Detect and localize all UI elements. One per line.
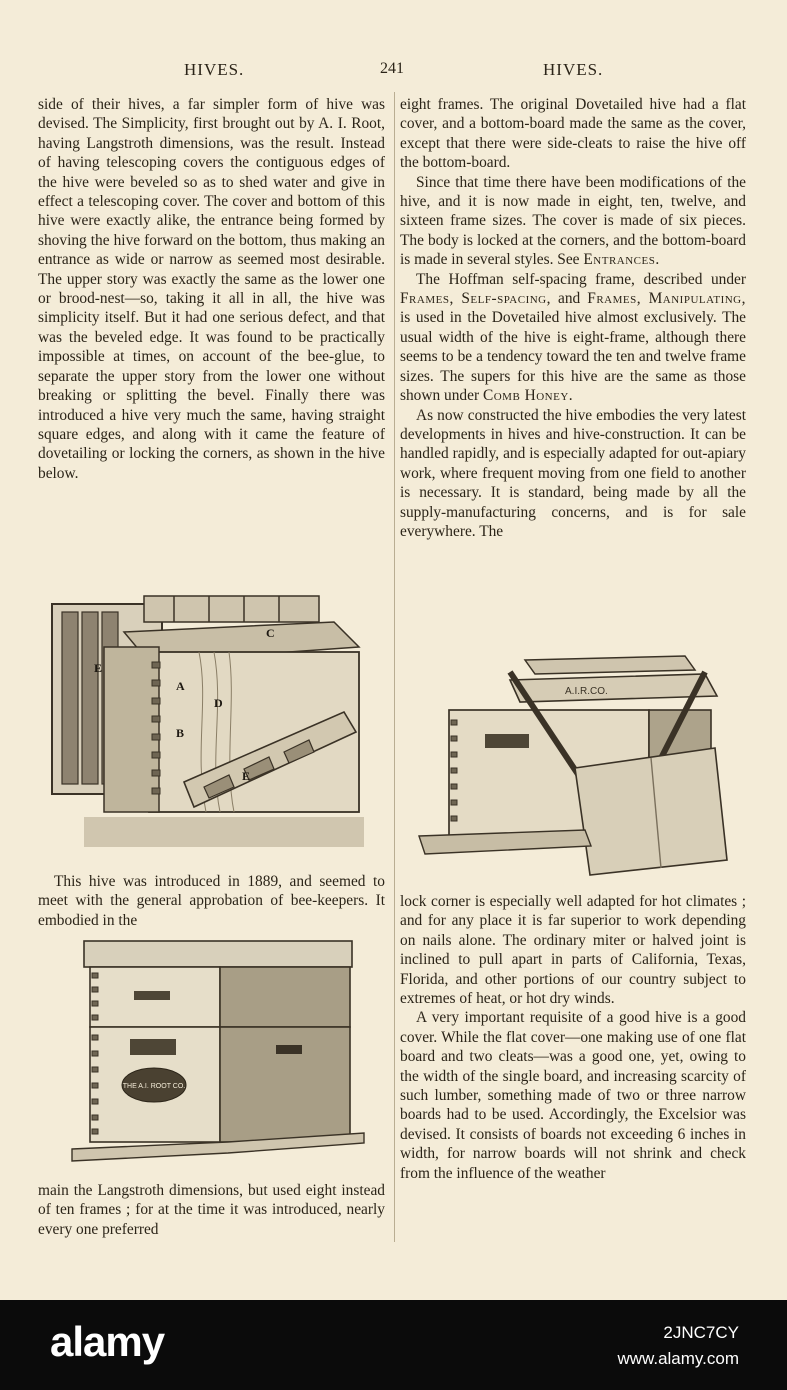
right-paragraph-5: lock corner is especially well adapted for hot climates ; and for any place it is far superior to work depending on nails alone. The ordinary miter or halved joint is inclined to pull apart in parts of California, Texas, Florida, and other portions of our country subject to extremes of heat, or hot dry winds. bbox=[400, 893, 746, 1008]
header-title-left: HIVES. bbox=[184, 60, 245, 79]
running-header bbox=[0, 60, 787, 84]
left-paragraph-1: side of their hives, a far simpler form of hive was devised. The Simplicity, first brought out by A. I. Root, having Langstroth dimensions, was the result. Instead of having telescoping covers the contiguous edges of the hive were beveled so as to shed water and give in effect a telescoping cover. The cover and bottom of this hive were exactly alike, the entrance being formed by shoving the hive forward on the bottom, thus making an entrance as wide or narrow as seemed most desirable. The upper story was exactly the same as the lower one or brood-nest—so, taking it all in all, the hive was simplicity itself. But it had one serious defect, and that was the beveled edge. It was found to be practically impossible at times, on account of the bee-glue, to separate the upper story from the lower one without breaking or splitting the bevel. Finally there was introduced a hive very much the same, having straight square edges, and along with it came the feature of dovetailing or locking the corners, as shown in the hive below. bbox=[38, 96, 385, 482]
right-column-top bbox=[400, 95, 746, 541]
right-paragraph-3-c: is used in the Dovetailed hive almost exclusively. The usual width of the hive is eight-frame, although there seems to be a tendency toward the ten and twelve frame sizes. The supers for this hive are the same as those shown under bbox=[400, 309, 746, 405]
left-column-middle bbox=[38, 872, 385, 930]
alamy-url: www.alamy.com bbox=[617, 1349, 739, 1368]
fig1-label-e-1: E bbox=[94, 661, 103, 675]
left-paragraph-3: main the Langstroth dimensions, but used eight instead of ten frames ; for at the time it was introduced, nearly every one preferred bbox=[38, 1182, 385, 1238]
cross-ref-frames-self-spacing: Frames, Self-spacing, bbox=[400, 290, 551, 308]
fig1-label-d: D bbox=[214, 696, 223, 710]
fig3-badge: THE A.I. ROOT CO. bbox=[122, 1083, 186, 1090]
fig1-label-c: C bbox=[266, 626, 275, 640]
cross-ref-frames-manipulating: Frames, Manipulating, bbox=[587, 290, 746, 308]
page-number: 241 bbox=[380, 60, 404, 77]
header-title-right: HIVES. bbox=[543, 60, 604, 79]
right-paragraph-2 bbox=[400, 173, 746, 270]
stock-photo-footer bbox=[0, 1300, 787, 1390]
column-divider bbox=[394, 92, 395, 1242]
image-id-block bbox=[617, 1320, 739, 1372]
right-paragraph-3 bbox=[400, 270, 746, 406]
left-column-top bbox=[38, 95, 385, 483]
alamy-logo: alamy bbox=[50, 1318, 165, 1365]
cross-ref-entrances: Entrances. bbox=[583, 251, 660, 269]
left-column-bottom bbox=[38, 1181, 385, 1239]
figure-dovetailed-hive-exploded bbox=[44, 592, 374, 857]
fig1-label-b: B bbox=[176, 726, 185, 740]
right-paragraph-2-text: Since that time there have been modifications of the hive, and it is now made in eight, ten, twelve, and sixteen frame sizes. The cover is made of six pieces. The body is locked at the corners, and the bottom-board is made in several styles. See bbox=[400, 173, 746, 269]
left-paragraph-2: This hive was introduced in 1889, and seemed to meet with the general approbation of bee-keepers. It embodied in the bbox=[38, 873, 385, 929]
fig1-label-e-2: E bbox=[242, 769, 251, 783]
right-paragraph-4: As now constructed the hive embodies the very latest developments in hives and hive-construction. It can be handled rapidly, and is especially adapted for out-apiary work, where frequent moving from one field to another is necessary. It is standard, being made by all the supply-manufacturing concerns, and is for sale everywhere. The bbox=[400, 406, 746, 540]
image-id: 2JNC7CY bbox=[663, 1323, 739, 1342]
right-paragraph-6: A very important requisite of a good hive is a good cover. While the flat cover—one making use of one flat board and two cleats—was a good one, yet, owing to the width of the single board, and increasing scarcity of such lumber, something made of two or three narrow boards had to be used. Accordingly, the Excelsior was devised. It consists of boards not exceeding 6 inches in width, for narrow boards will not shrink and check from the influence of the weather bbox=[400, 1009, 746, 1182]
right-paragraph-3-a: The Hoffman self-spacing frame, described under bbox=[416, 270, 746, 288]
figure-hive-lock-corner bbox=[415, 650, 735, 880]
cross-ref-comb-honey: Comb Honey. bbox=[482, 387, 574, 405]
figure-dovetailed-hive-assembled bbox=[68, 937, 368, 1167]
fig1-label-a: A bbox=[176, 679, 185, 693]
right-column-bottom bbox=[400, 892, 746, 1183]
right-paragraph-1: eight frames. The original Dovetailed hive had a flat cover, and a bottom-board made the same as the cover, except that there were side-cleats to raise the hive off the bottom-board. bbox=[400, 96, 746, 172]
fig2-label: A.I.R.CO. bbox=[565, 686, 608, 697]
right-paragraph-3-b: and bbox=[558, 290, 581, 308]
